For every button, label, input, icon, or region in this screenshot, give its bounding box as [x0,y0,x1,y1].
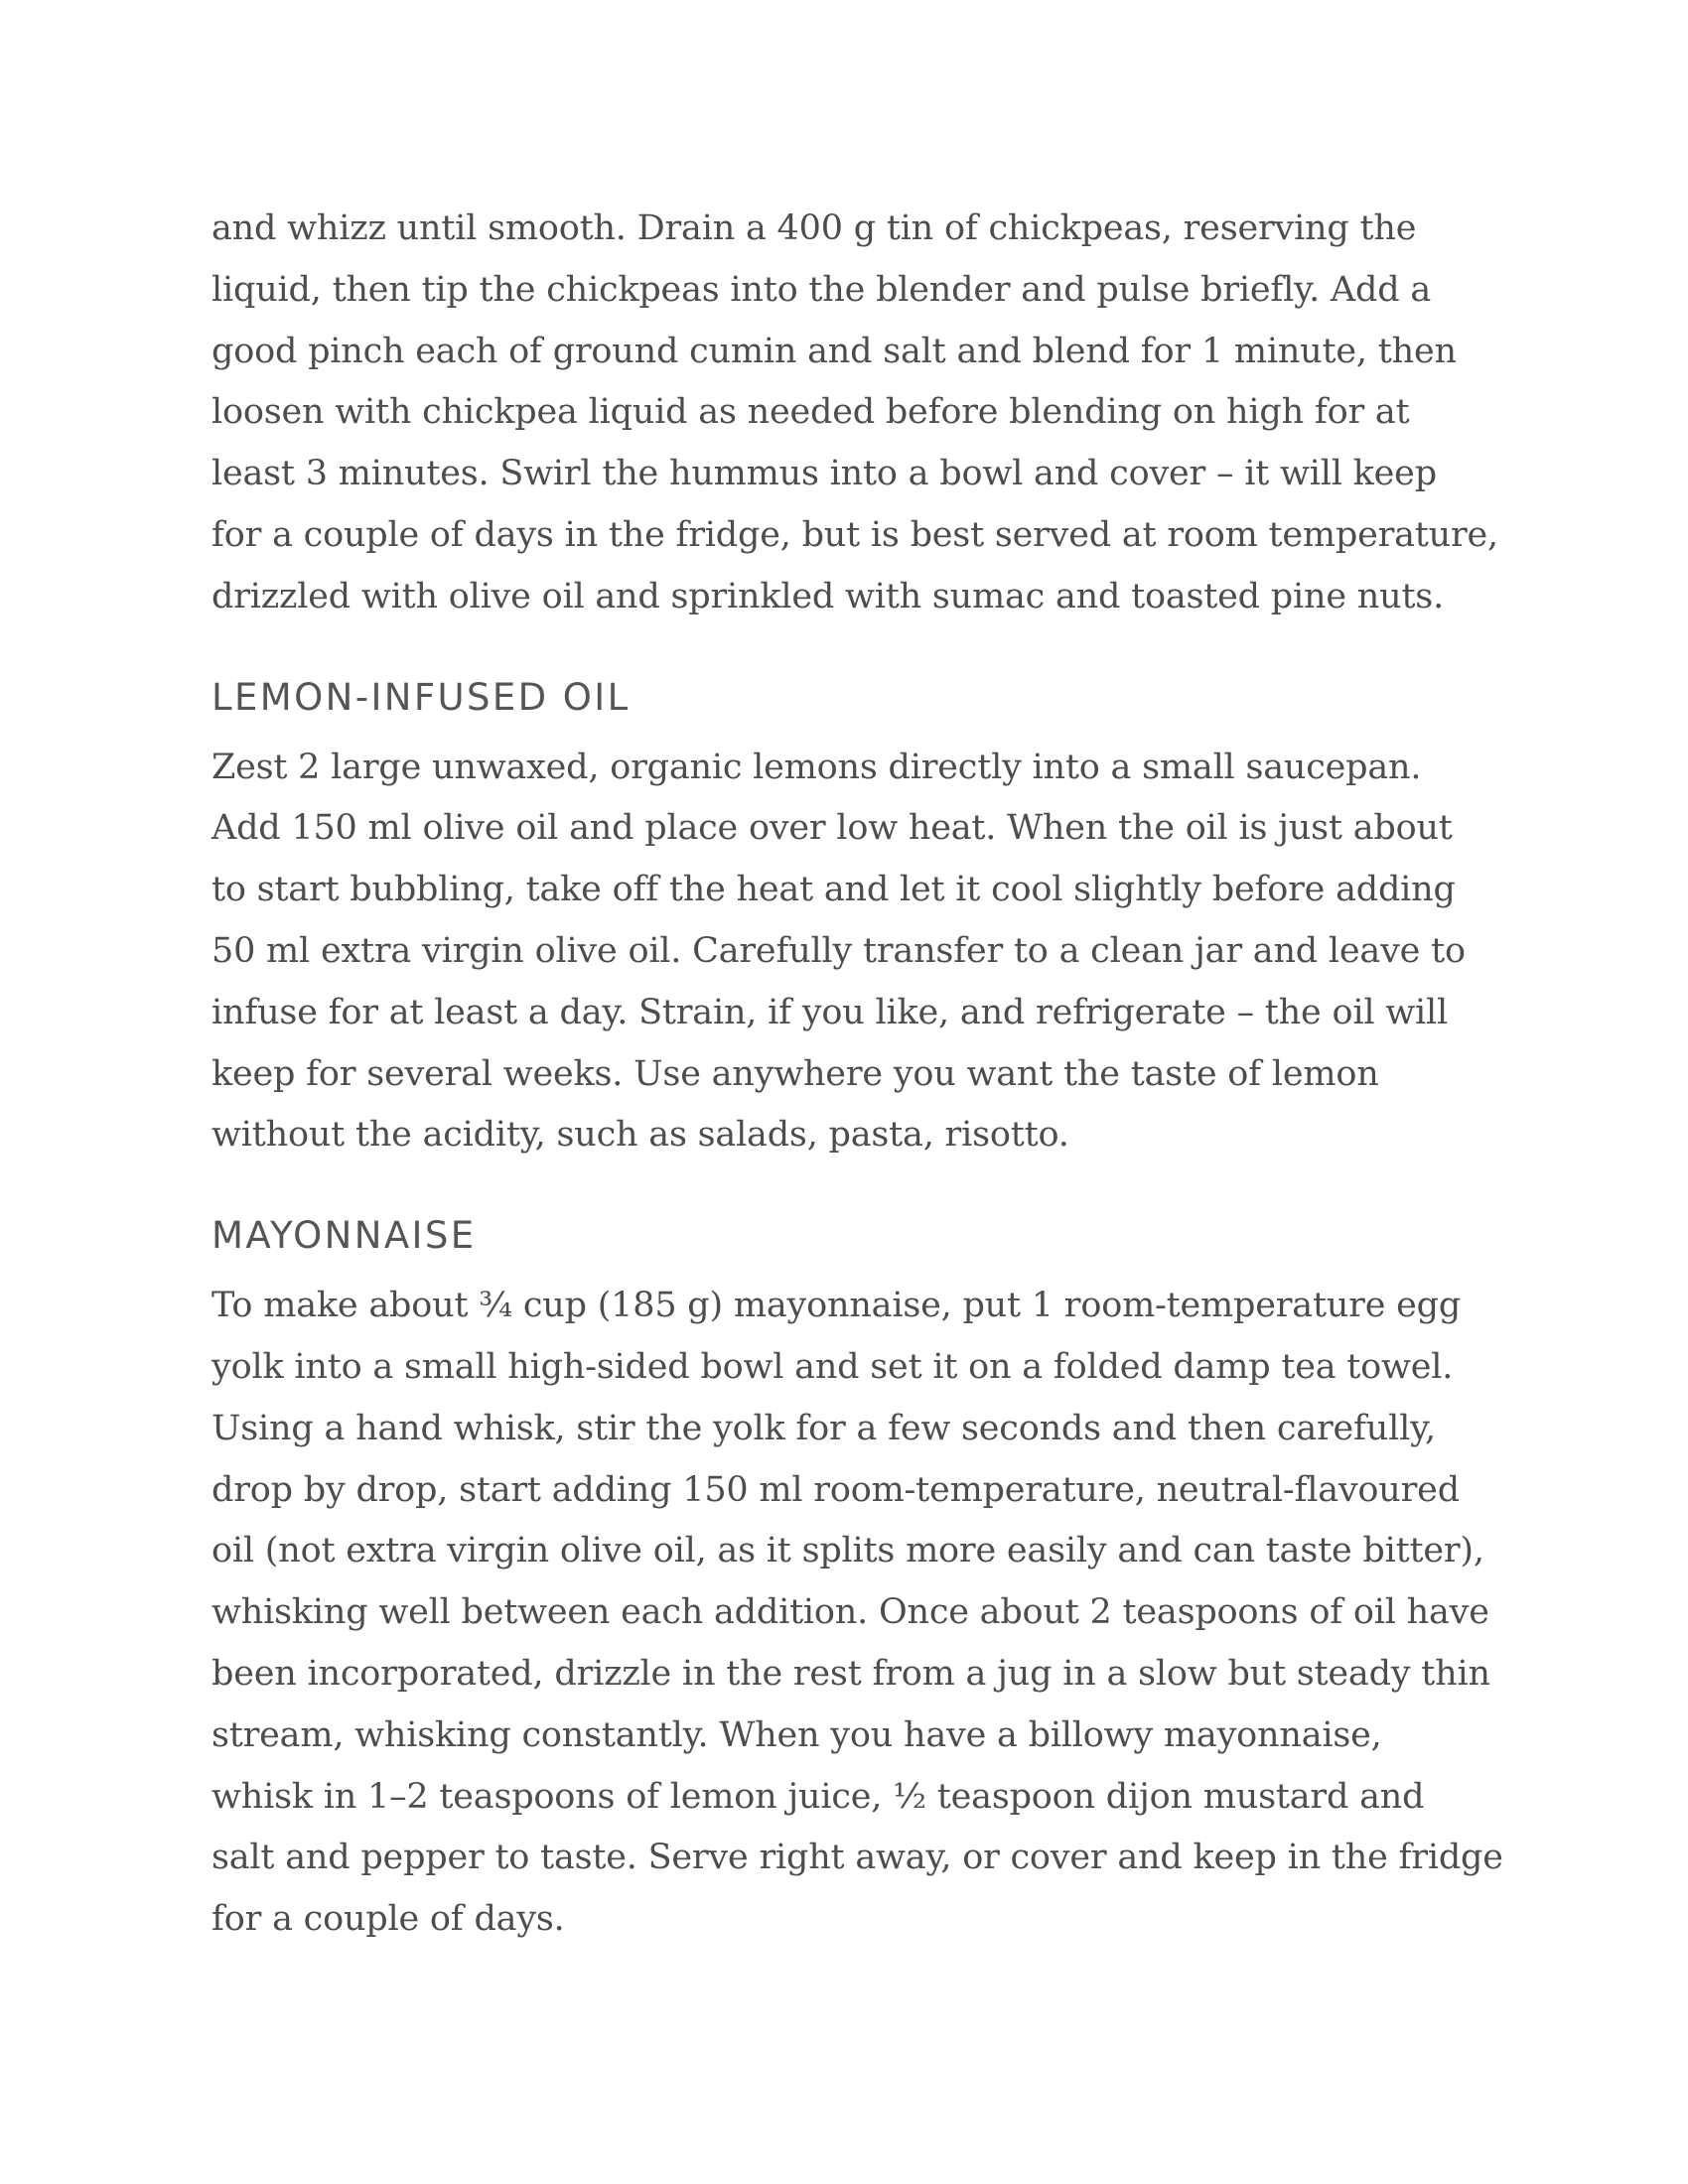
text-line: least 3 minutes. Swirl the hummus into a bowl and cover – it will keep [211,454,1437,494]
spacer [211,1266,1492,1276]
section-paragraph [211,738,1492,1167]
text-line: whisking well between each addition. Once about 2 teaspoons of oil have [211,1592,1489,1633]
text-line: been incorporated, drizzle in the rest from a jug in a slow but steady thin [211,1653,1490,1694]
document-page [211,199,1503,1951]
text-line: loosen with chickpea liquid as needed before blending on high for at [211,392,1410,433]
intro-paragraph [211,199,1498,628]
text-line: for a couple of days. [211,1899,565,1940]
text-line: 50 ml extra virgin olive oil. Carefully transfer to a clean jar and leave to [211,930,1466,971]
text-line: and whizz until smooth. Drain a 400 g tin of chickpeas, reserving the [211,208,1417,248]
text-line: To make about ¾ cup (185 g) mayonnaise, put 1 room-temperature egg [211,1286,1462,1326]
text-line: Add 150 ml olive oil and place over low heat. When the oil is just about [211,808,1453,849]
text-line: stream, whisking constantly. When you have a billowy mayonnaise, [211,1714,1382,1755]
section-paragraph [211,1276,1503,1951]
text-line: drop by drop, start adding 150 ml room-temperature, neutral-flavoured [211,1469,1460,1510]
section-lemon-infused-oil [211,668,1492,1167]
spacer [211,1166,1492,1206]
text-line: for a couple of days in the fridge, but is best served at room temperature, [211,514,1498,555]
text-line: without the acidity, such as salads, pasta, risotto. [211,1115,1069,1156]
text-line: liquid, then tip the chickpeas into the blender and pulse briefly. Add a [211,269,1432,310]
spacer [211,628,1492,668]
section-heading: MAYONNAISE [211,1214,477,1258]
text-line: keep for several weeks. Use anywhere you want the taste of lemon [211,1053,1379,1094]
section-mayonnaise [211,1206,1503,1951]
text-line: infuse for at least a day. Strain, if you like, and refrigerate – the oil will [211,992,1448,1032]
text-line: oil (not extra virgin olive oil, as it splits more easily and can taste bitter), [211,1531,1484,1571]
text-line: whisk in 1–2 teaspoons of lemon juice, ½ teaspoon dijon mustard and [211,1776,1425,1817]
text-line: Zest 2 large unwaxed, organic lemons directly into a small saucepan. [211,747,1422,787]
text-line: to start bubbling, take off the heat and let it cool slightly before adding [211,870,1456,910]
text-line: good pinch each of ground cumin and salt and blend for 1 minute, then [211,331,1457,371]
text-line: yolk into a small high-sided bowl and set it on a folded damp tea towel. [211,1346,1454,1387]
text-line: drizzled with olive oil and sprinkled with sumac and toasted pine nuts. [211,576,1444,616]
section-heading: LEMON-INFUSED OIL [211,675,631,719]
text-line: Using a hand whisk, stir the yolk for a few seconds and then carefully, [211,1408,1436,1448]
text-line: salt and pepper to taste. Serve right away, or cover and keep in the fridge [211,1838,1503,1878]
spacer [211,728,1492,738]
